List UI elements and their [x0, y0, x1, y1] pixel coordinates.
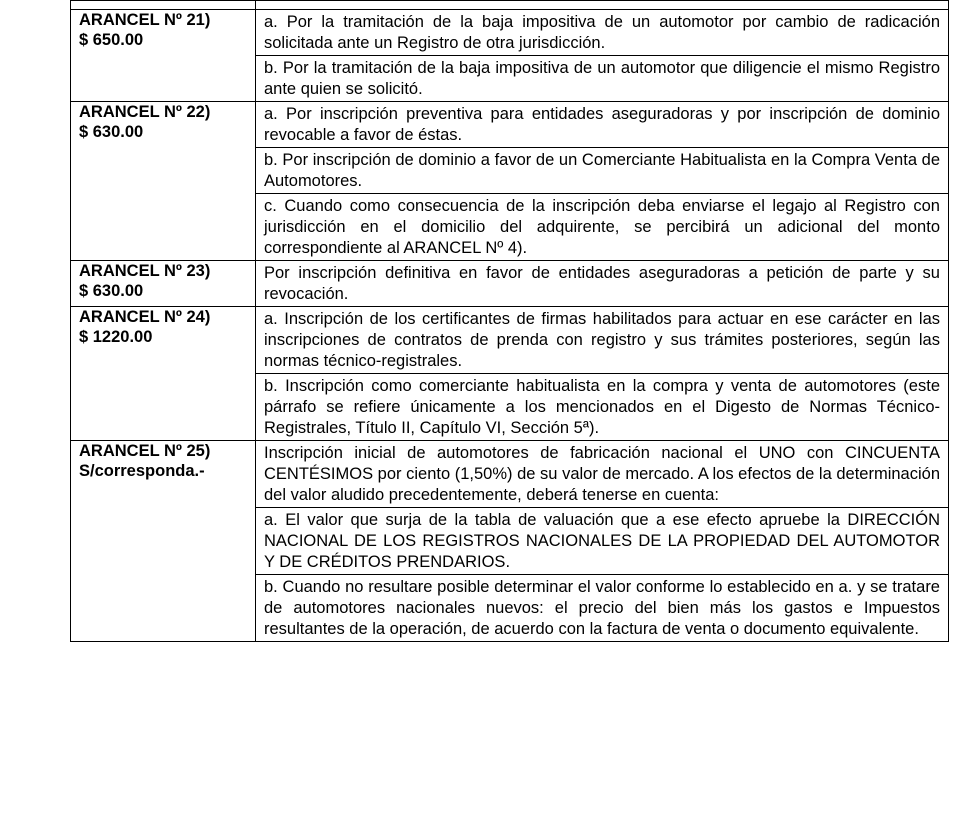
arancel-paragraph: b. Cuando no resultare posible determinar el valor conforme lo establecido en a. y se tratare de automotores nacionales nuevos: el precio del bien más los gastos e Impuestos resultantes de la operación, de acuerdo con la factura de venta o documento equivalente.: [256, 574, 948, 641]
arancel-price: $ 630.00: [79, 282, 144, 300]
arancel-paragraph: b. Inscripción como comerciante habitualista en la compra y venta de automotores (este párrafo se refiere únicamente a los mencionados en el Digesto de Normas Técnico-Registrales, Título II, Capítulo VI, Sección 5ª).: [256, 373, 948, 440]
arancel-label-cell: [71, 10, 256, 102]
arancel-description-cell: [256, 307, 949, 441]
arancel-code: ARANCEL Nº 24): [79, 308, 211, 326]
arancel-paragraph: a. El valor que surja de la tabla de valuación que a ese efecto apruebe la DIRECCIÓN NACIONAL DE LOS REGISTROS NACIONALES DE LA PROPIEDAD DEL AUTOMOTOR Y DE CRÉDITOS PRENDARIOS.: [256, 507, 948, 574]
arancel-paragraph: Inscripción inicial de automotores de fabricación nacional el UNO con CINCUENTA CENTÉSIMOS por ciento (1,50%) de su valor de mercado. A los efectos de la determinación del valor aludido precedentemente, deberá tenerse en cuenta:: [264, 444, 940, 504]
arancel-price: $ 1220.00: [79, 328, 153, 346]
arancel-paragraph: c. Cuando como consecuencia de la inscripción deba enviarse el legajo al Registro con jurisdicción en el domicilio del adquirente, se percibirá un adicional del monto correspondiente al ARANCEL Nº 4).: [256, 193, 948, 260]
arancel-label-cell: [71, 307, 256, 441]
arancel-label-cell: [71, 261, 256, 307]
arancel-price: $ 650.00: [79, 31, 144, 49]
arancel-code: ARANCEL Nº 21): [79, 11, 211, 29]
arancel-paragraph: a. Por la tramitación de la baja impositiva de un automotor por cambio de radicación solicitada ante un Registro de otra jurisdicción.: [264, 13, 940, 52]
arancel-table: [70, 0, 949, 642]
arancel-paragraph: a. Inscripción de los certificantes de firmas habilitados para actuar en ese carácter en las inscripciones de contratos de prenda con registro y sus trámites posteriores, según las normas técnico-registrales.: [264, 310, 940, 370]
arancel-price: S/corresponda.-: [79, 462, 205, 480]
arancel-label-cell: [71, 441, 256, 642]
arancel-label-cell: [71, 102, 256, 261]
arancel-row-25: [71, 441, 949, 642]
arancel-row-21: [71, 10, 949, 102]
table-top-right-cell: [256, 1, 949, 10]
arancel-description-cell: [256, 261, 949, 307]
arancel-code: ARANCEL Nº 23): [79, 262, 211, 280]
arancel-description-cell: [256, 102, 949, 261]
arancel-row-24: [71, 307, 949, 441]
arancel-paragraph: a. Por inscripción preventiva para entidades aseguradoras y por inscripción de dominio revocable a favor de éstas.: [264, 105, 940, 144]
arancel-description-cell: [256, 10, 949, 102]
arancel-paragraph: Por inscripción definitiva en favor de entidades aseguradoras a petición de parte y su revocación.: [264, 264, 940, 303]
table-top-row: [71, 1, 949, 10]
arancel-row-22: [71, 102, 949, 261]
arancel-price: $ 630.00: [79, 123, 144, 141]
arancel-row-23: [71, 261, 949, 307]
table-top-left-cell: [71, 1, 256, 10]
arancel-code: ARANCEL Nº 25): [79, 442, 211, 460]
arancel-code: ARANCEL Nº 22): [79, 103, 211, 121]
arancel-paragraph: b. Por la tramitación de la baja impositiva de un automotor que diligencie el mismo Registro ante quien se solicitó.: [256, 55, 948, 101]
arancel-description-cell: [256, 441, 949, 642]
arancel-paragraph: b. Por inscripción de dominio a favor de un Comerciante Habitualista en la Compra Venta de Automotores.: [256, 147, 948, 193]
